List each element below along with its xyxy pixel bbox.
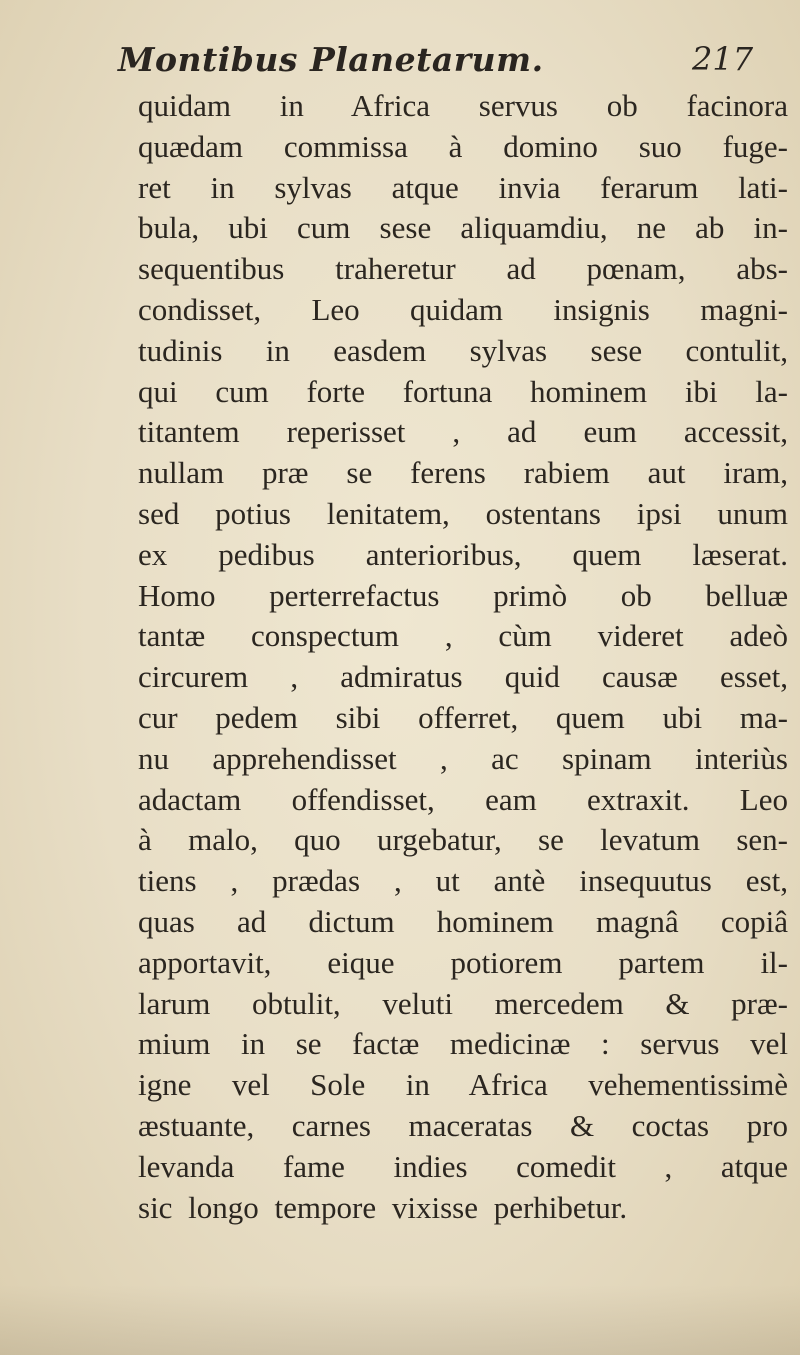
text-line: adactam offendisset, eam extraxit. Leo	[138, 781, 788, 817]
text-line: qui cum forte fortuna hominem ibi la-	[138, 373, 788, 409]
text-line: ret in sylvas atque invia ferarum lati-	[138, 169, 788, 205]
text-line: tantæ conspectum , cùm videret adeò	[138, 618, 788, 654]
text-line: cur pedem sibi offerret, quem ubi ma-	[138, 699, 788, 735]
text-line: ex pedibus anterioribus, quem læserat.	[138, 536, 788, 572]
text-line: mium in se factæ medicinæ : servus vel	[138, 1026, 788, 1062]
text-line: quidam in Africa servus ob facinora	[138, 88, 788, 123]
text-line: Homo perterrefactus primò ob belluæ	[138, 577, 788, 613]
text-line: apportavit, eique potiorem partem il-	[138, 944, 788, 980]
text-line: quas ad dictum hominem magnâ copiâ	[138, 903, 788, 939]
text-line: titantem reperisset , ad eum accessit,	[138, 414, 788, 450]
text-line: æstuante, carnes maceratas & coctas pro	[138, 1107, 788, 1143]
text-line: igne vel Sole in Africa vehementissimè	[138, 1067, 788, 1103]
text-line: bula, ubi cum sese aliquamdiu, ne ab in-	[138, 210, 788, 246]
text-line: à malo, quo urgebatur, se levatum sen-	[138, 822, 788, 858]
body-text	[138, 86, 788, 1228]
text-line: sequentibus traheretur ad pœnam, abs-	[138, 251, 788, 287]
text-line: levanda fame indies comedit , atque	[138, 1148, 788, 1184]
text-line-last: sic longo tempore vixisse perhibetur.	[138, 1189, 628, 1225]
text-line: quædam commissa à domino suo fuge-	[138, 128, 788, 164]
text-line: nullam præ se ferens rabiem aut iram,	[138, 455, 788, 491]
running-head	[0, 40, 800, 90]
text-line: tudinis in easdem sylvas sese contulit,	[138, 332, 788, 368]
page-number: 217	[692, 40, 754, 78]
text-line: tiens , prædas , ut antè insequutus est,	[138, 863, 788, 899]
text-line: condisset, Leo quidam insignis magni-	[138, 291, 788, 327]
text-line: circurem , admiratus quid causæ esset,	[138, 659, 788, 695]
running-head-title: Montibus Planetarum.	[118, 40, 544, 79]
text-line: larum obtulit, veluti mercedem & præ-	[138, 985, 788, 1021]
text-line: sed potius lenitatem, ostentans ipsi unum	[138, 495, 788, 531]
text-line: nu apprehendisset , ac spinam interiùs	[138, 740, 788, 776]
